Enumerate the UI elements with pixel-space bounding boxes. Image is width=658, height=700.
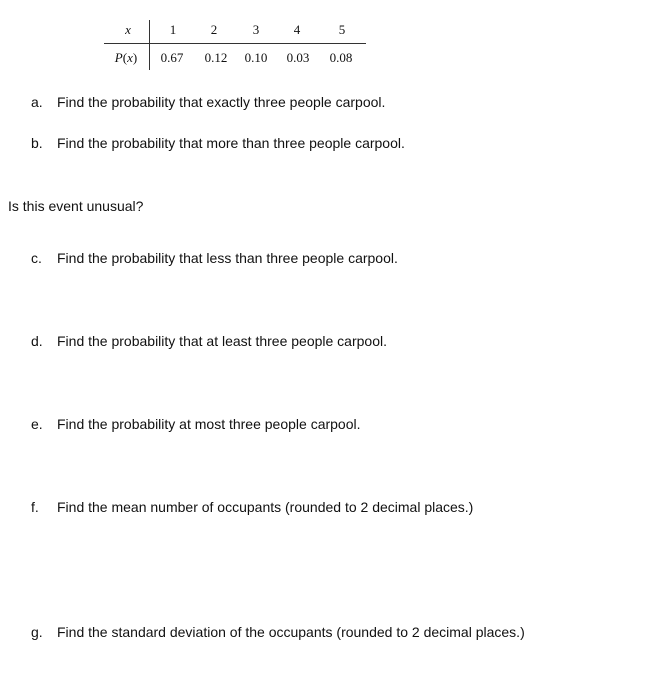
question-letter: b. bbox=[31, 135, 43, 151]
question-unusual: Is this event unusual? bbox=[8, 198, 144, 214]
p-value: 0.03 bbox=[286, 50, 310, 65]
p-value: 0.12 bbox=[204, 50, 228, 65]
question-e bbox=[31, 416, 361, 432]
question-a bbox=[31, 94, 385, 110]
x-value: 2 bbox=[210, 22, 218, 37]
question-letter: c. bbox=[31, 250, 42, 266]
question-text: Find the standard deviation of the occupants (rounded to 2 decimal places.) bbox=[57, 624, 525, 640]
table-divider-vertical bbox=[149, 20, 150, 70]
question-letter: f. bbox=[31, 499, 39, 515]
p-row-label: P(x) bbox=[114, 50, 138, 65]
question-text: Find the mean number of occupants (rounded to 2 decimal places.) bbox=[57, 499, 474, 515]
p-value: 0.67 bbox=[160, 50, 184, 65]
question-text: Find the probability at most three people carpool. bbox=[57, 416, 361, 432]
question-g bbox=[31, 624, 525, 640]
question-text: Find the probability that more than three people carpool. bbox=[57, 135, 405, 151]
question-letter: g. bbox=[31, 624, 43, 640]
x-row-label: x bbox=[125, 22, 131, 37]
question-letter: a. bbox=[31, 94, 43, 110]
x-value: 4 bbox=[293, 22, 301, 37]
p-value: 0.10 bbox=[244, 50, 268, 65]
question-letter: d. bbox=[31, 333, 43, 349]
x-value: 1 bbox=[169, 22, 177, 37]
question-text: Find the probability that less than three people carpool. bbox=[57, 250, 398, 266]
question-letter: e. bbox=[31, 416, 43, 432]
probability-distribution-table bbox=[104, 18, 366, 74]
question-text: Find the probability that exactly three people carpool. bbox=[57, 94, 386, 110]
question-f bbox=[31, 499, 473, 515]
question-text: Find the probability that at least three people carpool. bbox=[57, 333, 387, 349]
question-c bbox=[31, 250, 398, 266]
table-divider-horizontal bbox=[104, 43, 366, 44]
p-value: 0.08 bbox=[329, 50, 353, 65]
question-b bbox=[31, 135, 405, 151]
x-value: 5 bbox=[338, 22, 346, 37]
question-d bbox=[31, 333, 387, 349]
x-value: 3 bbox=[252, 22, 260, 37]
